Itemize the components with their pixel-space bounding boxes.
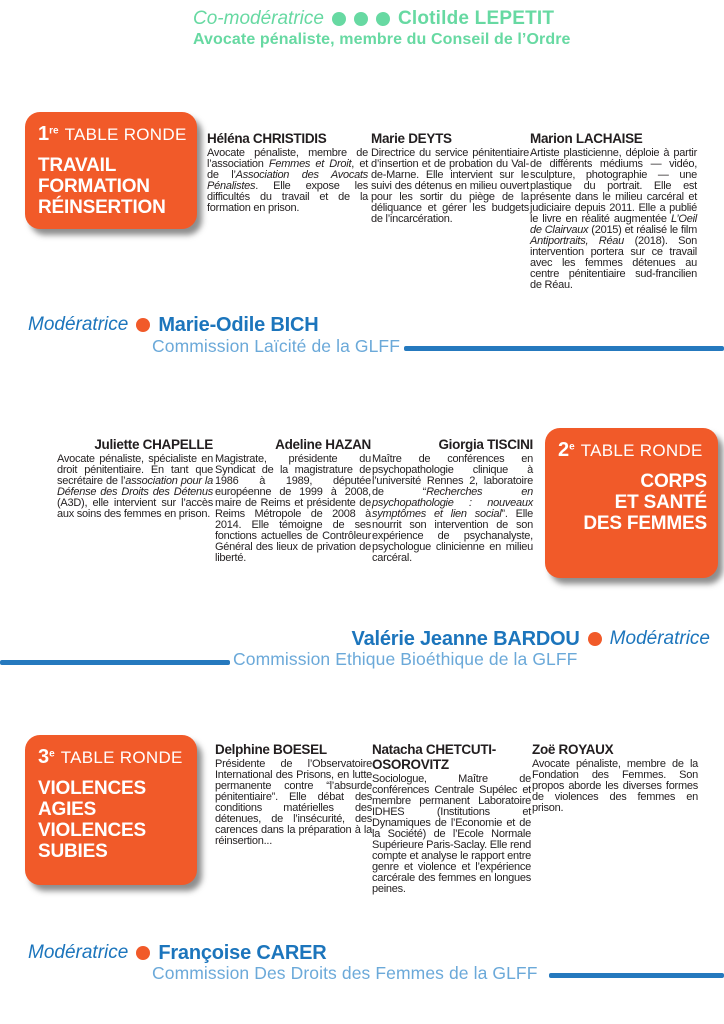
bullet-icon — [354, 12, 368, 26]
speaker-bio: Sociologue, Maître de conférences Centrale Supélec et membre permanent Laboratoire IDHES (Institutions et Dynamiques de l’Economie et de la Société) de l’Ecole Normale Supérieure Paris-Saclay. Elle rend compte et analyse le rapport entre genre et violence et l’expérience carcérale des femmes en longues peines. — [372, 773, 531, 895]
moderator-row — [352, 628, 710, 650]
speaker-name: Giorgia TISCINI — [438, 437, 533, 452]
moderator-role: Modératrice — [28, 314, 129, 335]
badge-label: 1re TABLE RONDE — [38, 123, 187, 145]
speaker-bio: Avocate pénaliste, membre de l’association Femmes et Droit, et de l’Association des Avocats Pénalistes. Elle expose les difficultés du travail et de la formation en prison. — [207, 147, 369, 214]
speaker-card — [207, 131, 368, 214]
bullet-icon — [136, 946, 150, 960]
moderator-name: Françoise CARER — [158, 941, 327, 964]
bullet-icon — [332, 12, 346, 26]
co-moderator-subtitle: Avocate pénaliste, membre du Conseil de l’Ordre — [193, 31, 571, 48]
speaker-card — [532, 742, 698, 814]
moderator-row — [28, 942, 326, 964]
speaker-name: Marion LACHAISE — [530, 131, 643, 146]
speaker-name: Natacha CHETCUTI-OSOROVITZ — [372, 742, 496, 772]
moderator-name: Valérie Jeanne BARDOU — [351, 627, 580, 650]
co-moderator-header — [193, 7, 571, 49]
speaker-bio: Artiste plasticienne, déploie à partir de différents médiums — vidéo, sculpture, photographie — une plastique du portrait. Elle est présente dans le milieu carcéral et judiciaire depuis 2011. Elle a publié le livre en réalité augmentée L’Oeil de Clairvaux (2015) et réalisé le film Antiportraits, Réau (2018). Son intervention portera sur ce travail avec les femmes détenues au centre pénitentiaire sud-francilien de Réau. — [530, 147, 697, 291]
speaker-name: Adeline HAZAN — [275, 437, 371, 452]
bullet-icon — [376, 12, 390, 26]
moderator-role: Modératrice — [609, 628, 710, 649]
speaker-card — [215, 437, 371, 564]
co-moderator-role: Co-modératrice — [193, 8, 324, 29]
speaker-card — [215, 742, 372, 847]
table-ronde-3-badge — [25, 735, 197, 885]
speaker-name: Delphine BOESEL — [215, 742, 327, 757]
speaker-bio: Directrice du service pénitentiaire d’insertion et de probation du Val-de-Marne. Elle intervient sur le suivi des détenus en milieu ouvert pour les sortir du piège de la déliquance et gérer les budgets de l’incarcération. — [371, 147, 529, 225]
speaker-bio: Avocate pénaliste, spécialiste en droit pénitentiaire. En tant que secrétaire de l’association pour la Défense des Droits des Détenus (A3D), elle intervient sur l’accès aux soins des femmes en prison. — [57, 453, 213, 520]
badge-title: VIOLENCES AGIES VIOLENCES SUBIES — [38, 778, 146, 862]
bullet-icon — [588, 632, 602, 646]
moderator-commission: Commission Ethique Bioéthique de la GLFF — [233, 649, 578, 669]
divider-rule — [404, 346, 724, 351]
moderator-commission: Commission Des Droits des Femmes de la GLFF — [152, 963, 538, 983]
speaker-bio: Magistrate, présidente du Syndicat de la magistrature de 1986 à 1989, députée européenne de 1999 à 2008, maire de Reims et présidente de Reims Métropole de 2008 à 2014. Elle témoigne de ses fonctions actuelles de Contrôleur Général des lieux de privation de liberté. — [215, 453, 371, 564]
badge-title: CORPS ET SANTÉ DES FEMMES — [583, 471, 707, 534]
speaker-card — [57, 437, 213, 520]
moderator-name: Marie-Odile BICH — [158, 313, 319, 336]
table-ronde-2-badge — [545, 428, 718, 578]
table-ronde-1-badge — [25, 112, 197, 229]
speaker-card — [371, 131, 529, 225]
bullet-icon — [136, 318, 150, 332]
divider-rule — [549, 973, 724, 978]
speaker-name: Marie DEYTS — [371, 131, 452, 146]
moderator-role: Modératrice — [28, 942, 129, 963]
speaker-name: Héléna CHRISTIDIS — [207, 131, 327, 146]
badge-title: TRAVAIL FORMATION RÉINSERTION — [38, 155, 166, 218]
speaker-bio: Présidente de l’Observatoire International des Prisons, en lutte permanente contre “l’absurde pénitentiaire”. Elle débat des conditions matérielles des détenues, de l’insécurité, des carences dans la préparation à la réinsertion... — [215, 758, 372, 847]
speaker-card — [372, 742, 531, 895]
speaker-name: Zoë ROYAUX — [532, 742, 614, 757]
speaker-name: Juliette CHAPELLE — [94, 437, 213, 452]
co-moderator-name: Clotilde LEPETIT — [397, 8, 555, 29]
speaker-card — [372, 437, 533, 564]
badge-label: 3e TABLE RONDE — [38, 746, 183, 768]
speaker-bio: Maître de conférences en psychopathologie clinique à l’université Rennes 2, laboratoire de “Recherches en psychopathologie : nouveaux symptômes et lien social”. Elle nourrit son intervention de son expérience de psychanalyste, psychologue clinicienne en milieu carcéral. — [372, 453, 533, 564]
speaker-bio: Avocate pénaliste, membre de la Fondation des Femmes. Son propos aborde les diverses formes de violences des femmes en prison. — [532, 758, 698, 814]
moderator-row — [28, 314, 319, 336]
speaker-card — [530, 131, 697, 291]
moderator-commission: Commission Laïcité de la GLFF — [152, 336, 400, 356]
divider-rule — [0, 660, 230, 665]
badge-label: 2e TABLE RONDE — [558, 439, 703, 461]
